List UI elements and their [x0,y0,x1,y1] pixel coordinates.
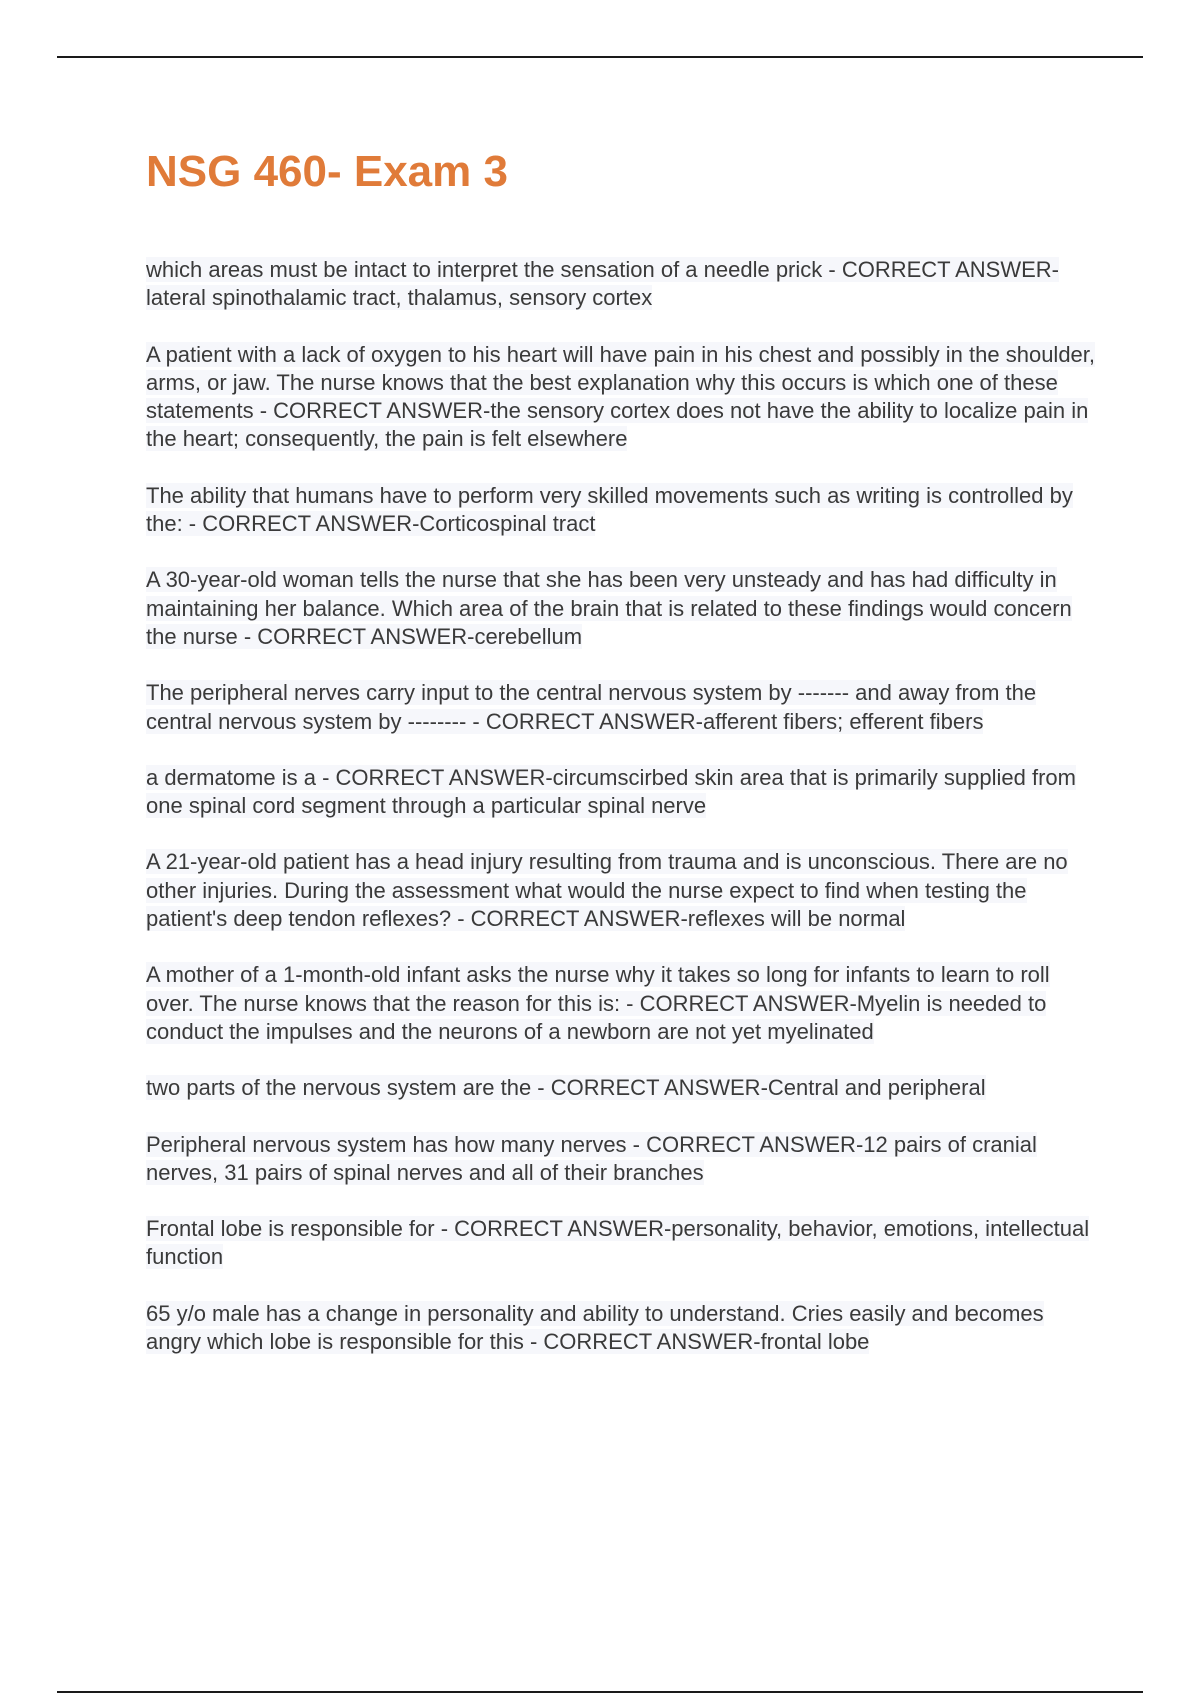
qa-list [146,256,1096,1384]
qa-item [146,764,1096,821]
qa-item [146,1074,1096,1102]
qa-item [146,566,1096,651]
qa-item [146,848,1096,933]
qa-item-text: A patient with a lack of oxygen to his heart will have pain in his chest and possibly in the shoulder, arms, or jaw. The nurse knows that the best explanation why this occurs is which one of these statements - CORRECT ANSWER-the sensory cortex does not have the ability to localize pain in the heart; consequently, the pain is felt elsewhere [146,341,1096,452]
qa-item-text: A 21-year-old patient has a head injury resulting from trauma and is unconscious. There are no other injuries. During the assessment what would the nurse expect to find when testing the patient's deep tendon reflexes? - CORRECT ANSWER-reflexes will be normal [146,849,1068,932]
qa-item [146,1300,1096,1357]
qa-item-text: A 30-year-old woman tells the nurse that she has been very unsteady and has had difficulty in maintaining her balance. Which area of the brain that is related to these findings would concern the nurse - CORRECT ANSWER-cerebellum [146,567,1072,649]
qa-item [146,1215,1096,1272]
qa-item-text: a dermatome is a - CORRECT ANSWER-circumscirbed skin area that is primarily supplied from one spinal cord segment through a particular spinal nerve [146,764,1076,819]
qa-item [146,1131,1096,1188]
qa-item-text: Peripheral nervous system has how many nerves - CORRECT ANSWER-12 pairs of cranial nerves, 31 pairs of spinal nerves and all of their branches [146,1131,1037,1185]
qa-item-text: The peripheral nerves carry input to the central nervous system by ------- and away from the central nervous system by -------- - CORRECT ANSWER-afferent fibers; efferent fibers [146,680,1037,734]
qa-item-text: A mother of a 1-month-old infant asks the nurse why it takes so long for infants to learn to roll over. The nurse knows that the reason for this is: - CORRECT ANSWER-Myelin is needed to conduct the impulses and the neurons of a newborn are not yet myelinated [146,962,1050,1044]
qa-item-text: which areas must be intact to interpret the sensation of a needle prick - CORRECT ANSWER-lateral spinothalamic tract, thalamus, sensory cortex [146,257,1059,311]
page-title: NSG 460- Exam 3 [146,147,508,196]
qa-item [146,961,1096,1046]
header-rule [57,56,1143,58]
qa-item-text: two parts of the nervous system are the - CORRECT ANSWER-Central and peripheral [146,1075,986,1101]
qa-item-text: Frontal lobe is responsible for - CORRECT ANSWER-personality, behavior, emotions, intellectual function [146,1216,1090,1270]
qa-item [146,679,1096,736]
qa-item [146,341,1096,454]
footer-rule [57,1691,1143,1693]
qa-item [146,256,1096,313]
qa-item [146,482,1096,539]
qa-item-text: 65 y/o male has a change in personality and ability to understand. Cries easily and becomes angry which lobe is responsible for this - CORRECT ANSWER-frontal lobe [146,1300,1044,1355]
qa-item-text: The ability that humans have to perform very skilled movements such as writing is controlled by the: - CORRECT ANSWER-Corticospinal tract [146,482,1073,537]
